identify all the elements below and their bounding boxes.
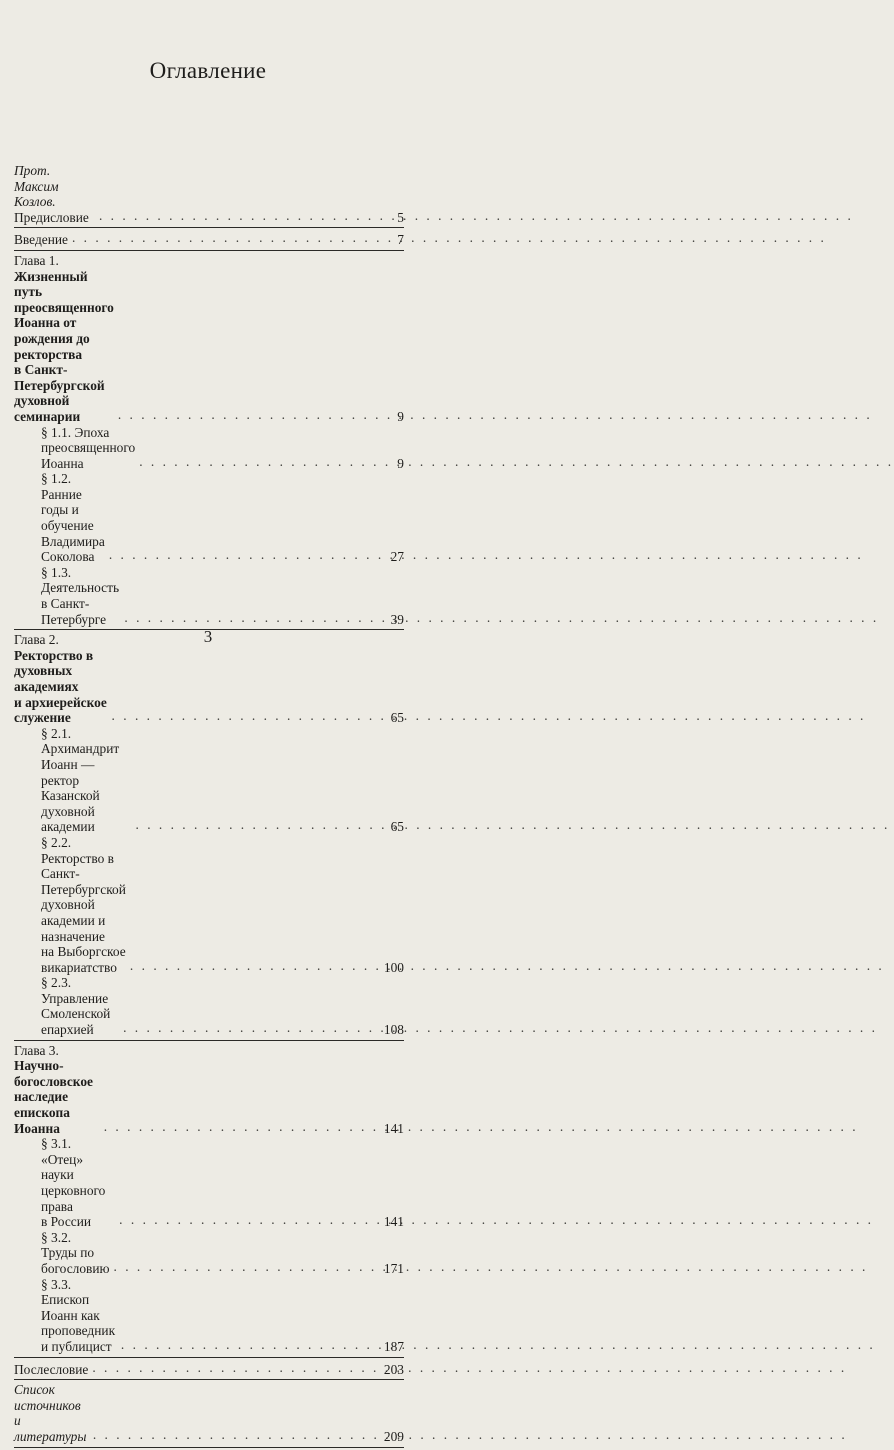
chapter-1-title-line-1: Жизненный путь преосвященного: [14, 268, 114, 315]
divider: [14, 227, 404, 228]
section-3-1-title-line-1: § 3.1. «Отец» науки церковного права: [41, 1136, 106, 1214]
page-ref: 9: [397, 455, 404, 471]
section-3-1-title-line-2: в России: [41, 1214, 92, 1230]
page-ref: 141: [383, 1214, 404, 1230]
section-1-3-title: § 1.3. Деятельность в Санкт-Петербурге: [41, 564, 120, 627]
page-title: Оглавление: [149, 58, 267, 83]
table-of-contents: [14, 163, 404, 1450]
bibliography-title: Список источников и литературы: [14, 1382, 87, 1444]
page-ref: 187: [383, 1338, 404, 1354]
leader-dots: [118, 407, 393, 423]
page-ref: 9: [397, 408, 404, 424]
page-ref: 171: [383, 1260, 404, 1276]
section-2-3-title: § 2.3. Управление Смоленской епархией: [41, 975, 111, 1038]
toc-entry-bibliography[interactable]: [14, 1382, 404, 1444]
section-2-2-title-line-1: § 2.2. Ректорство в Санкт-Петербургской: [41, 834, 126, 897]
divider: [14, 1040, 404, 1041]
section-1-2-title-line-1: § 1.2. Ранние годы и обучение: [41, 471, 94, 534]
chapter-1-title-line-2: Иоанна от рождения до ректорства: [14, 315, 90, 362]
chapter-2-title-line-2: и архиерейское служение: [14, 694, 107, 726]
page-ref: 203: [383, 1361, 404, 1377]
toc-entry-section-3-2[interactable]: [41, 1230, 404, 1277]
section-3-3-title-line-1: § 3.3. Епископ Иоанн как проповедник: [41, 1276, 116, 1339]
section-1-2-title-line-2: Владимира Соколова: [41, 533, 105, 565]
leader-dots: [124, 610, 386, 626]
preface-title: Предисловие: [14, 209, 89, 225]
section-2-1-title-line-1: § 2.1. Архимандрит Иоанн — ректор Казанской: [41, 725, 120, 804]
leader-dots: [123, 1020, 380, 1036]
leader-dots: [114, 1259, 380, 1275]
introduction-title: Введение: [14, 232, 68, 248]
chapter-3-title-line-1: Научно-богословское наследие: [14, 1058, 93, 1105]
section-3-3-title-line-2: и публицист: [41, 1338, 112, 1354]
preface-author: Прот. Максим Козлов.: [14, 163, 59, 210]
chapter-2-prefix: Глава 2.: [14, 632, 59, 648]
toc-entry-section-3-1[interactable]: [41, 1136, 404, 1230]
leader-dots: [139, 454, 393, 470]
section-2-1-title-line-2: духовной академии: [41, 803, 95, 835]
section-1-1-title: § 1.1. Эпоха преосвященного Иоанна: [41, 424, 136, 471]
toc-entry-section-2-1[interactable]: [41, 726, 404, 835]
page-ref: 39: [390, 611, 404, 627]
section-3-2-title: § 3.2. Труды по богословию: [41, 1229, 110, 1276]
toc-entry-section-3-3[interactable]: [41, 1277, 404, 1355]
page-ref: 65: [390, 819, 404, 835]
chapter-3-prefix: Глава 3.: [14, 1042, 59, 1058]
leader-dots: [99, 208, 393, 224]
divider: [14, 250, 404, 251]
leader-dots: [130, 958, 380, 974]
toc-entry-chapter-1[interactable]: [14, 253, 404, 425]
chapter-3-title-line-2: епископа Иоанна: [14, 1105, 70, 1136]
leader-dots: [72, 230, 393, 246]
toc-entry-section-2-2[interactable]: [41, 835, 404, 975]
page-ref: 209: [383, 1428, 404, 1444]
toc-entry-preface[interactable]: [14, 163, 404, 225]
page-ref: 7: [397, 232, 404, 248]
leader-dots: [93, 1427, 380, 1443]
leader-dots: [136, 817, 387, 833]
chapter-2-title-line-1: Ректорство в духовных академиях: [14, 647, 94, 694]
divider: [14, 1447, 404, 1448]
leader-dots: [119, 1212, 380, 1228]
chapter-1-title-line-3: в Санкт-Петербургской духовной семинарии: [14, 362, 105, 424]
toc-entry-section-1-1[interactable]: [41, 425, 404, 472]
section-2-2-title-line-2: духовной академии и назначение: [41, 897, 106, 944]
leader-dots: [109, 547, 387, 563]
toc-entry-introduction[interactable]: [14, 230, 404, 248]
chapter-1-prefix: Глава 1.: [14, 252, 59, 268]
toc-entry-section-2-3[interactable]: [41, 975, 404, 1037]
toc-entry-afterword[interactable]: [14, 1360, 404, 1378]
divider: [14, 1379, 404, 1380]
page-ref: 27: [390, 549, 404, 565]
page-ref: 65: [390, 710, 404, 726]
section-2-2-title-line-3: на Выборгское викариатство: [41, 944, 126, 975]
afterword-title: Послесловие: [14, 1361, 89, 1377]
toc-entry-section-1-2[interactable]: [41, 471, 404, 565]
leader-dots: [92, 1360, 380, 1376]
toc-entry-section-1-3[interactable]: [41, 565, 404, 627]
leader-dots: [112, 708, 387, 724]
leader-dots: [104, 1119, 380, 1135]
toc-entry-chapter-3[interactable]: [14, 1043, 404, 1137]
page-ref: 141: [383, 1120, 404, 1136]
page-number: 3: [203, 627, 213, 646]
page-ref: 100: [383, 959, 404, 975]
page-ref: 108: [383, 1022, 404, 1038]
page-ref: 5: [397, 209, 404, 225]
leader-dots: [121, 1337, 380, 1353]
divider: [14, 1357, 404, 1358]
